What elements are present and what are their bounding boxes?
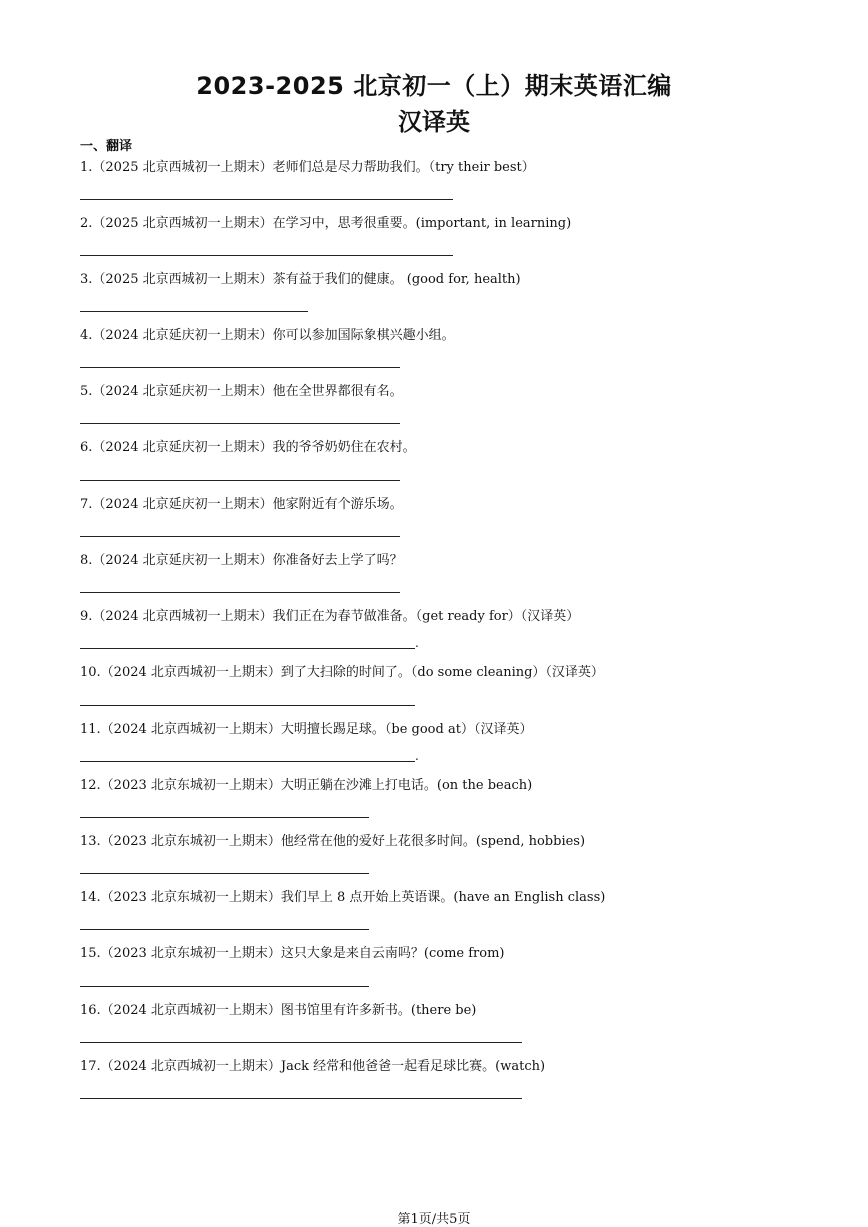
question-9: 9.（2024 北京西城初一上期末）我们正在为春节做准备。（get ready for）（汉译英） — [80, 609, 580, 624]
question-17: 17.（2024 北京西城初一上期末）Jack 经常和他爸爸一起看足球比赛。(watch) — [80, 1059, 546, 1074]
answer-blank-8[interactable] — [80, 592, 400, 593]
answer-blank-14[interactable] — [80, 929, 369, 930]
question-10: 10.（2024 北京西城初一上期末）到了大扫除的时间了。（do some cleaning）（汉译英） — [80, 665, 604, 680]
answer-blank-4[interactable] — [80, 367, 400, 368]
answer-period-9: . — [415, 636, 419, 650]
answer-blank-11[interactable] — [80, 761, 415, 762]
document-title: 2023-2025 北京初一（上）期末英语汇编 — [196, 72, 672, 100]
question-11: 11.（2024 北京西城初一上期末）大明擅长踢足球。（be good at）（汉译英） — [80, 722, 533, 737]
answer-blank-1[interactable] — [80, 199, 453, 200]
question-4: 4.（2024 北京延庆初一上期末）你可以参加国际象棋兴趣小组。 — [80, 328, 455, 343]
question-5: 5.（2024 北京延庆初一上期末）他在全世界都很有名。 — [80, 384, 403, 399]
answer-blank-15[interactable] — [80, 986, 369, 987]
answer-blank-17[interactable] — [80, 1098, 522, 1099]
answer-blank-10[interactable] — [80, 705, 415, 706]
question-16: 16.（2024 北京西城初一上期末）图书馆里有许多新书。(there be) — [80, 1003, 477, 1018]
question-3: 3.（2025 北京西城初一上期末）茶有益于我们的健康。 (good for, health) — [80, 272, 521, 287]
page-number: 第1页/共5页 — [397, 1212, 471, 1227]
question-13: 13.（2023 北京东城初一上期末）他经常在他的爱好上花很多时间。(spend, hobbies) — [80, 834, 586, 849]
question-2: 2.（2025 北京西城初一上期末）在学习中，思考很重要。(important, in learning) — [80, 216, 572, 231]
question-8: 8.（2024 北京延庆初一上期末）你准备好去上学了吗？ — [80, 553, 403, 568]
question-1: 1.（2025 北京西城初一上期末）老师们总是尽力帮助我们。（try their best） — [80, 160, 535, 175]
answer-blank-5[interactable] — [80, 423, 400, 424]
answer-blank-2[interactable] — [80, 255, 453, 256]
answer-blank-9[interactable] — [80, 648, 415, 649]
question-15: 15.（2023 北京东城初一上期末）这只大象是来自云南吗？(come from) — [80, 946, 505, 961]
answer-blank-7[interactable] — [80, 536, 400, 537]
answer-blank-13[interactable] — [80, 873, 369, 874]
answer-blank-6[interactable] — [80, 480, 400, 481]
question-6: 6.（2024 北京延庆初一上期末）我的爷爷奶奶住在农村。 — [80, 440, 416, 455]
document-subtitle: 汉译英 — [398, 108, 470, 136]
answer-blank-16[interactable] — [80, 1042, 522, 1043]
question-7: 7.（2024 北京延庆初一上期末）他家附近有个游乐场。 — [80, 497, 403, 512]
question-14: 14.（2023 北京东城初一上期末）我们早上 8 点开始上英语课。(have an English class) — [80, 890, 606, 905]
answer-period-11: . — [415, 749, 419, 763]
question-12: 12.（2023 北京东城初一上期末）大明正躺在沙滩上打电话。(on the beach) — [80, 778, 533, 793]
answer-blank-12[interactable] — [80, 817, 369, 818]
answer-blank-3[interactable] — [80, 311, 308, 312]
section-heading: 一、翻译 — [80, 139, 133, 154]
